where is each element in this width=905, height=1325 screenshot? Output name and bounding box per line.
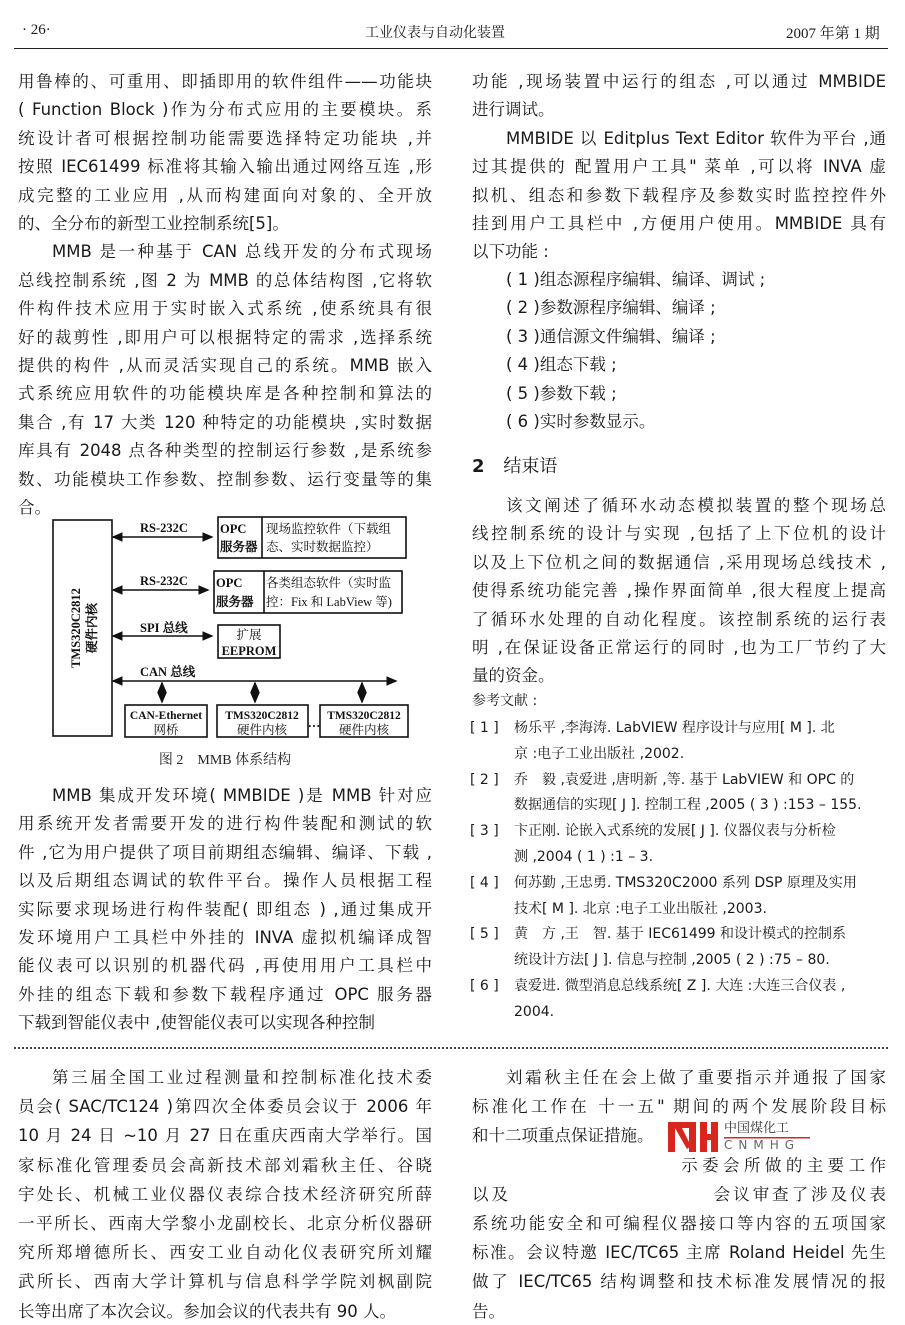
reference-text: 黄 方 ,王 智. 基于 IEC61499 和设计模式的控制系 bbox=[514, 926, 846, 943]
paragraph-line: 合。 bbox=[18, 498, 51, 517]
news-line: 家标准化管理委员会高新技术部刘霜秋主任、谷晓 bbox=[18, 1155, 432, 1175]
news-line: 和十二项重点保证措施。 bbox=[472, 1126, 654, 1146]
spi-label: SPI 总线 bbox=[140, 621, 188, 635]
reference-number: [ 3 ] bbox=[470, 823, 499, 840]
page-number: · 26· bbox=[22, 22, 51, 38]
paragraph-line: 进行调试。 bbox=[472, 100, 555, 120]
news-line: 以及 会议审查了涉及仪表 bbox=[472, 1184, 886, 1204]
core-sub-label: 硬件内核 bbox=[85, 602, 99, 654]
section-divider bbox=[14, 1047, 888, 1049]
conclusion-line: 线控制系统的设计与实现 ,包括了上下位机的设计 bbox=[472, 524, 886, 544]
paragraph-line: 拟机、组态和参数下载程序及参数实时监控控件外 bbox=[472, 185, 886, 205]
feature-item: ( 6 )实时参数显示。 bbox=[506, 412, 656, 431]
conclusion-line: 了循环水处理的自动化程度。该控制系统的运行表 bbox=[472, 609, 886, 629]
paragraph-line: 以及后期组态调试的软件平台。操作人员根据工程 bbox=[18, 871, 432, 891]
watermark-cn: 中国煤化工 bbox=[724, 1121, 790, 1136]
paragraph-line: ( Function Block )作为分布式应用的主要模块。系 bbox=[18, 100, 432, 120]
software-label-2b: 控：Fix 和 LabView 等) bbox=[266, 595, 392, 609]
news-line: 标准。会议特邀 IEC/TC65 主席 Roland Heidel 先生 bbox=[472, 1243, 886, 1263]
rs232-label-2: RS-232C bbox=[140, 574, 188, 588]
conclusion-line: 明 ,在保证设备正常运行的同时 ,也为工厂节约了大 bbox=[472, 638, 886, 657]
reference-text: 2004. bbox=[514, 1003, 555, 1020]
feature-item: ( 1 )组态源程序编辑、编译、调试 ; bbox=[506, 270, 766, 289]
paragraph-line: 外挂的组态下载和参数下载程序通过 OPC 服务器 bbox=[18, 984, 432, 1004]
reference-number: [ 4 ] bbox=[470, 874, 499, 891]
news-line: 标准化工作在 十一五" 期间的两个发展阶段目标 bbox=[472, 1097, 886, 1117]
paragraph-line: 按照 IEC61499 标准将其输入输出通过网络互连 ,形 bbox=[18, 157, 432, 177]
news-line: 示委会所做的主要工作 bbox=[472, 1155, 886, 1175]
paragraph-line: 数、功能模块工作参数、控制参数、运行变量等的集 bbox=[18, 469, 432, 489]
news-line: 长等出席了本次会议。参加会议的代表共有 90 人。 bbox=[18, 1301, 396, 1321]
paragraph-line: 过其提供的 配置用户工具" 菜单 ,可以将 INVA 虚 bbox=[472, 157, 886, 177]
news-line: 10 月 24 日 ~10 月 27 日在重庆西南大学举行。国 bbox=[18, 1126, 432, 1146]
issue-label: 2007 年第 1 期 bbox=[786, 26, 880, 42]
opc-label-1b: 服务器 bbox=[220, 540, 258, 554]
conclusion-line: 量的资金。 bbox=[472, 666, 555, 686]
section-number: 2 bbox=[472, 456, 485, 477]
reference-number: [ 1 ] bbox=[470, 720, 499, 736]
reference-number: [ 6 ] bbox=[470, 978, 499, 994]
conclusion-line: 以及上下位机之间的数据通信 ,采用现场总线技术 , bbox=[472, 552, 886, 572]
journal-title: 工业仪表与自动化装置 bbox=[365, 25, 505, 41]
core-label: TMS320C2812 bbox=[69, 588, 83, 668]
reference-text: 何苏勤 ,王忠勇. TMS320C2000 系列 DSP 原理及实用 bbox=[514, 874, 857, 891]
paragraph-line: 成完整的工业应用 ,从而构建面向对象的、全开放 bbox=[18, 185, 432, 205]
paragraph-line: 功能 ,现场装置中运行的组态 ,可以通过 MMBIDE bbox=[472, 72, 886, 91]
paragraph-line: 总线控制系统 ,图 2 为 MMB 的总体结构图 ,它将软 bbox=[18, 270, 432, 290]
paragraph-line: 统设计者可根据控制功能需要选择特定功能块 ,并 bbox=[18, 128, 432, 148]
node-label-3b: 硬件内核 bbox=[338, 723, 390, 737]
paragraph-line: MMB 是一种基于 CAN 总线开发的分布式现场 bbox=[52, 242, 432, 262]
news-line: 做了 IEC/TC65 结构调整和技术标准发展情况的报 bbox=[472, 1272, 886, 1292]
paragraph-line: MMBIDE 以 Editplus Text Editor 软件为平台 ,通 bbox=[506, 128, 886, 148]
news-line: 告。 bbox=[472, 1301, 505, 1321]
can-label: CAN 总线 bbox=[140, 665, 196, 679]
news-line: 第三届全国工业过程测量和控制标准化技术委 bbox=[52, 1068, 432, 1087]
paragraph-line: MMB 集成开发环境( MMBIDE )是 MMB 针对应 bbox=[52, 786, 432, 805]
paragraph-line: 用鲁棒的、可重用、即插即用的软件组件——功能块 bbox=[18, 72, 432, 91]
paragraph-line: 实际要求现场进行构件装配( 即组态 ) ,通过集成开 bbox=[18, 899, 432, 919]
software-label-1: 现场监控软件（下载组 bbox=[266, 522, 392, 536]
watermark-logo bbox=[668, 1121, 884, 1152]
feature-item: ( 5 )参数下载 ; bbox=[506, 383, 617, 403]
opc-label-2: OPC bbox=[216, 576, 243, 590]
reference-number: [ 5 ] bbox=[470, 926, 499, 943]
reference-text: 数据通信的实现[ J ]. 控制工程 ,2005 ( 3 ) :153 – 155. bbox=[514, 797, 862, 814]
reference-text: 测 ,2004 ( 1 ) :1 – 3. bbox=[514, 849, 654, 865]
node-label-1b: 网桥 bbox=[153, 723, 179, 737]
news-line: 武所长、西南大学计算机与信息科学学院刘枫副院 bbox=[18, 1272, 432, 1292]
news-line: 员会( SAC/TC124 )第四次全体委员会议于 2006 年 bbox=[18, 1097, 432, 1117]
news-line: 系统功能安全和可编程仪器接口等内容的五项国家 bbox=[472, 1214, 886, 1233]
news-line: 一平所长、西南大学黎小龙副校长、北京分析仪器研 bbox=[18, 1214, 432, 1233]
rs232-label-1: RS-232C bbox=[140, 521, 188, 535]
eeprom-label-b: EEPROM bbox=[221, 644, 277, 658]
ellipsis: … bbox=[307, 716, 321, 730]
paragraph-line: 件构件技术应用于实时嵌入式系统 ,使系统具有很 bbox=[18, 299, 432, 319]
watermark-en: CNMHG bbox=[724, 1138, 801, 1152]
paragraph-line: 以下功能 : bbox=[472, 242, 549, 262]
reference-number: [ 2 ] bbox=[470, 771, 499, 788]
section-title: 结束语 bbox=[503, 456, 558, 477]
reference-text: 技术[ M ]. 北京 :电子工业出版社 ,2003. bbox=[514, 900, 767, 917]
figure-caption: 图 2 MMB 体系结构 bbox=[158, 753, 292, 768]
reference-text: 统设计方法[ J ]. 信息与控制 ,2005 ( 2 ) :75 – 80. bbox=[514, 952, 830, 969]
node-label-3: TMS320C2812 bbox=[327, 710, 401, 722]
software-label-2: 各类组态软件（实时监 bbox=[266, 576, 392, 590]
conclusion-line: 该文阐述了循环水动态模拟装置的整个现场总 bbox=[506, 496, 886, 515]
feature-item: ( 4 )组态下载 ; bbox=[506, 355, 617, 375]
paragraph-line: 挂到用户工具栏中 ,方便用户使用。MMBIDE 具有 bbox=[472, 214, 886, 233]
opc-label-1: OPC bbox=[220, 522, 247, 536]
opc-label-2b: 服务器 bbox=[216, 595, 254, 609]
paragraph-line: 库具有 2048 点各种类型的控制运行参数 ,是系统参 bbox=[18, 441, 432, 461]
reference-text: 杨乐平 ,李海涛. LabVIEW 程序设计与应用[ M ]. 北 bbox=[514, 720, 835, 736]
feature-item: ( 3 )通信源文件编辑、编译 ; bbox=[506, 326, 716, 346]
node-label-2b: 硬件内核 bbox=[236, 723, 288, 737]
paragraph-line: 集合 ,有 17 大类 120 种特定的功能模块 ,实时数据 bbox=[18, 412, 432, 432]
paragraph-line: 用系统开发者需要开发的进行构件装配和测试的软 bbox=[18, 814, 432, 834]
paragraph-line: 的、全分布的新型工业控制系统[5]。 bbox=[18, 214, 289, 233]
news-line: 宇处长、机械工业仪器仪表综合技术经济研究所薛 bbox=[18, 1184, 432, 1204]
feature-item: ( 2 )参数源程序编辑、编译 ; bbox=[506, 298, 716, 318]
paragraph-line: 件 ,它为用户提供了项目前期组态编辑、编译、下载 , bbox=[18, 842, 432, 862]
news-line: 究所郑增德所长、西安工业自动化仪表研究所刘耀 bbox=[18, 1243, 432, 1263]
conclusion-line: 使得系统功能完善 ,操作界面简单 ,很大程度上提高 bbox=[472, 581, 886, 601]
reference-text: 京 :电子工业出版社 ,2002. bbox=[514, 745, 685, 762]
paragraph-line: 好的裁剪性 ,即用户可以根据特定的需求 ,选择系统 bbox=[18, 327, 432, 347]
node-label-2: TMS320C2812 bbox=[225, 710, 299, 722]
news-line: 刘霜秋主任在会上做了重要指示并通报了国家 bbox=[506, 1068, 886, 1087]
paragraph-line: 式系统应用软件的功能模块库是各种控制和算法的 bbox=[18, 384, 432, 404]
node-label-1: CAN-Ethernet bbox=[129, 710, 203, 722]
reference-text: 袁爱进. 微型消息总线系统[ Z ]. 大连 :大连三合仪表 , bbox=[514, 978, 846, 994]
paragraph-line: 下载到智能仪表中 ,使智能仪表可以实现各种控制 bbox=[18, 1013, 375, 1033]
reference-text: 卞正刚. 论嵌入式系统的发展[ J ]. 仪器仪表与分析检 bbox=[514, 823, 836, 840]
paragraph-line: 发环境用户工具栏中外挂的 INVA 虚拟机编译成智 bbox=[18, 928, 432, 947]
reference-text: 乔 毅 ,袁爱进 ,唐明新 ,等. 基于 LabVIEW 和 OPC 的 bbox=[514, 771, 855, 788]
software-label-1b: 态、实时数据监控） bbox=[266, 540, 379, 554]
paragraph-line: 能仪表可以识别的机器代码 ,再使用用户工具栏中 bbox=[18, 956, 432, 976]
paragraph-line: 提供的构件 ,从而灵活实现自己的系统。MMB 嵌入 bbox=[18, 356, 432, 375]
references-title: 参考文献 : bbox=[472, 693, 538, 709]
eeprom-label: 扩展 bbox=[236, 628, 262, 642]
